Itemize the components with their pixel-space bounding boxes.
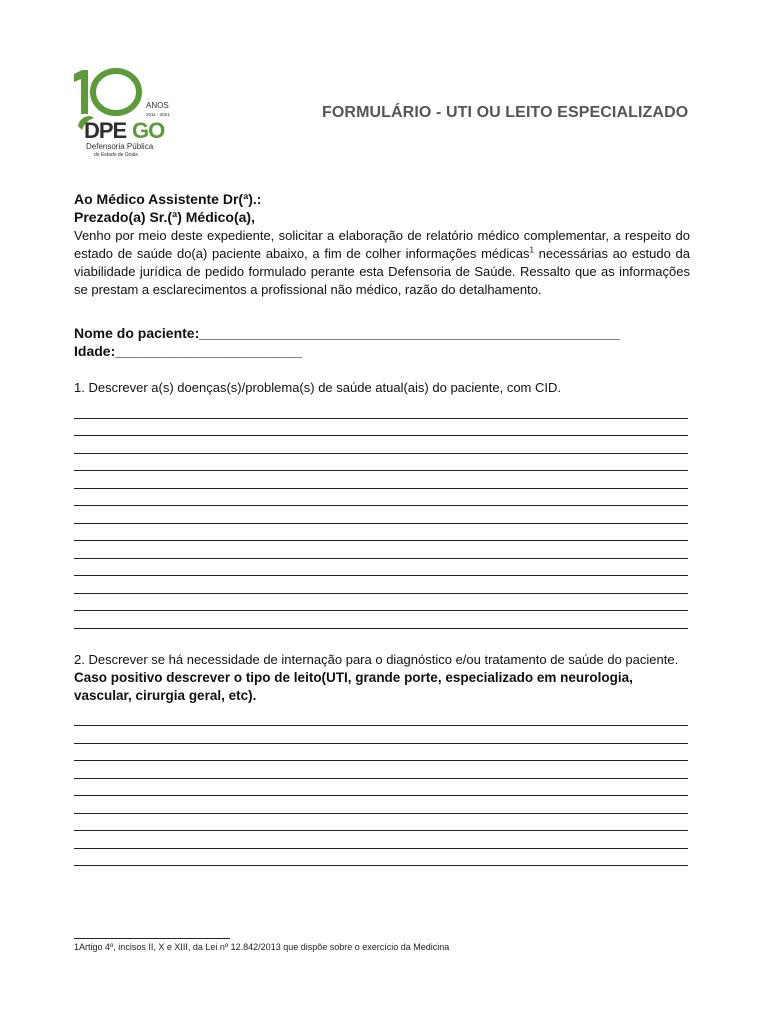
answer-line[interactable] <box>74 471 688 489</box>
answer-line[interactable] <box>74 779 688 797</box>
answer-line[interactable] <box>74 709 688 727</box>
answer-line[interactable] <box>74 726 688 744</box>
answer-line[interactable] <box>74 506 688 524</box>
answer-line[interactable] <box>74 436 688 454</box>
answer-line[interactable] <box>74 401 688 419</box>
question-2-text: 2. Descrever se há necessidade de internação para o diagnóstico e/ou tratamento de saúde do paciente. <box>74 651 679 667</box>
svg-text:ANOS: ANOS <box>146 101 169 110</box>
answer-line[interactable] <box>74 576 688 594</box>
dpego-logo <box>70 66 180 166</box>
footnote: 1Artigo 4º, incisos II, X e XIII, da Lei nº 12.842/2013 que dispõe sobre o exercício da Medicina <box>74 942 450 952</box>
logo-numeral-one <box>74 70 88 114</box>
question-2 <box>74 651 690 705</box>
answer-line[interactable] <box>74 831 688 849</box>
intro-text-end: necessárias ao estudo da viabilidade jurídica de pedido formulado perante esta Defensoria de Saúde. Ressalto que as informações se prestam a esclarecimentos a profissional não médico, razão do detalhamento. <box>74 246 690 297</box>
answer-line[interactable] <box>74 849 688 867</box>
answer-line[interactable] <box>74 814 688 832</box>
answer-2-lines[interactable] <box>74 709 690 867</box>
answer-line[interactable] <box>74 559 688 577</box>
svg-text:do Estado de Goiás: do Estado de Goiás <box>94 152 138 158</box>
svg-text:GO: GO <box>132 118 165 143</box>
answer-line[interactable] <box>74 541 688 559</box>
answer-line[interactable] <box>74 489 688 507</box>
svg-text:2011 - 2021: 2011 - 2021 <box>146 112 170 117</box>
footnote-ref: 1 <box>529 245 534 255</box>
answer-line[interactable] <box>74 611 688 629</box>
form-title: FORMULÁRIO - UTI OU LEITO ESPECIALIZADO <box>322 104 689 121</box>
patient-age-field[interactable]: Idade:________________________ <box>74 343 303 359</box>
footnote-divider <box>74 938 230 939</box>
answer-line[interactable] <box>74 524 688 542</box>
patient-name-field[interactable]: Nome do paciente:______________________________________________________ <box>74 325 620 341</box>
question-2-bold: Caso positivo descrever o tipo de leito(UTI, grande porte, especializado em neurologia, vascular, cirurgia geral, etc). <box>74 669 633 703</box>
answer-line[interactable] <box>74 454 688 472</box>
svg-text:DPE: DPE <box>84 118 127 143</box>
answer-1-lines[interactable] <box>74 401 690 629</box>
greeting-salutation: Prezado(a) Sr.(ª) Médico(a), <box>74 209 255 225</box>
intro-paragraph <box>74 227 690 299</box>
answer-line[interactable] <box>74 419 688 437</box>
answer-line[interactable] <box>74 594 688 612</box>
logo-numeral-zero <box>93 71 139 113</box>
form-body <box>74 190 690 866</box>
answer-line[interactable] <box>74 796 688 814</box>
question-1: 1. Descrever a(s) doenças(s)/problema(s) de saúde atual(ais) do paciente, com CID. <box>74 380 561 395</box>
intro-text-start: Venho por meio deste expediente, solicitar a elaboração de relatório médico complementar, a respeito do estado de saúde do(a) paciente abaixo, a fim de colher informações médicas <box>74 228 690 261</box>
dpego-logo-lettering <box>70 66 180 166</box>
answer-line[interactable] <box>74 744 688 762</box>
answer-line[interactable] <box>74 761 688 779</box>
greeting-doctor: Ao Médico Assistente Dr(ª).: <box>74 191 262 207</box>
svg-text:Defensoria Pública: Defensoria Pública <box>86 142 154 151</box>
